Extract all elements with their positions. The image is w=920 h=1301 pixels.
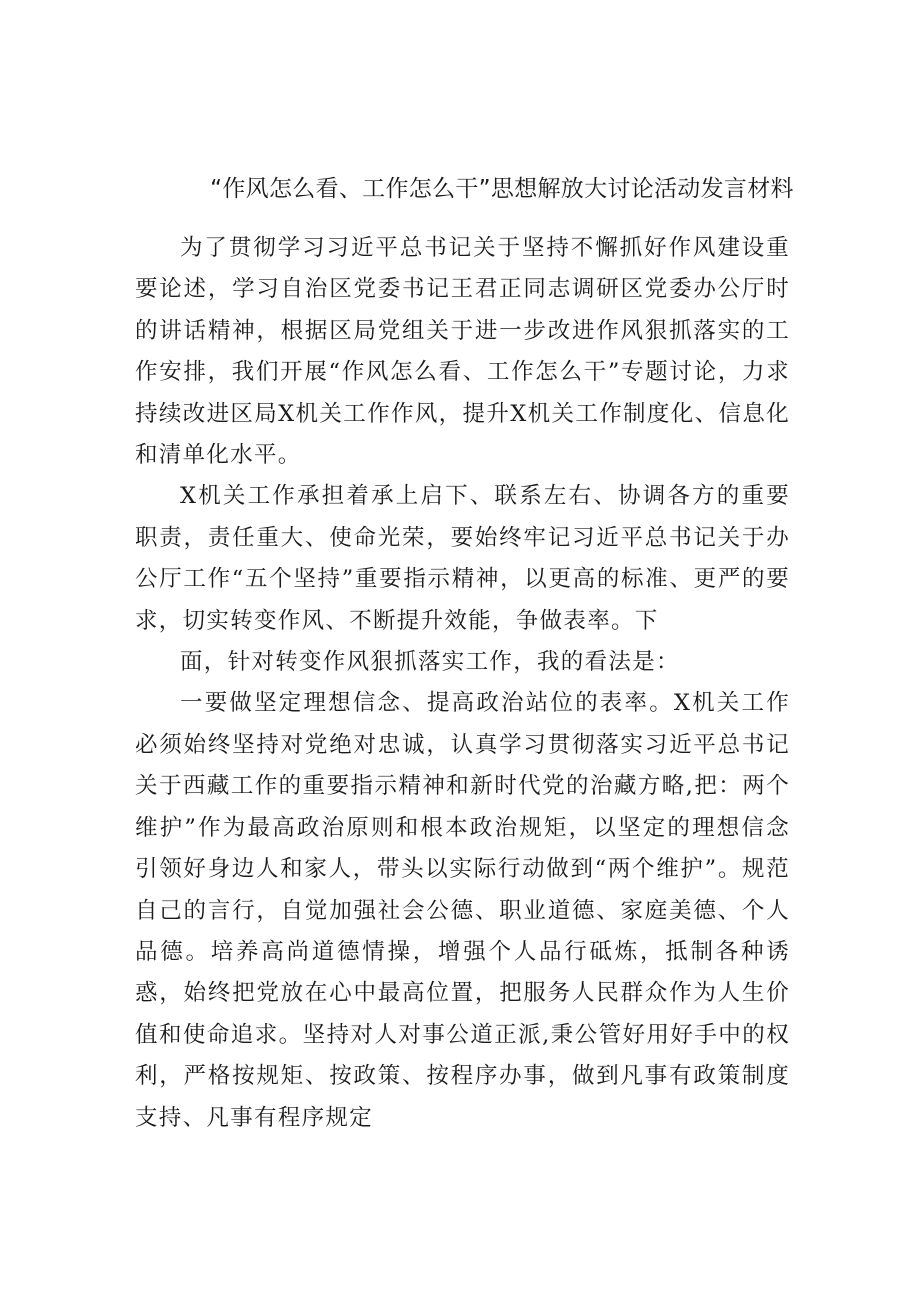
paragraph-transition: 面，针对转变作风狠抓落实工作，我的看法是： bbox=[180, 649, 680, 676]
paragraph-intro: 为了贯彻学习习近平总书记关于坚持不懈抓好作风建设重要论述，学习自治区党委书记王君正同志调研区党委办公厅时的讲话精神，根据区局党组关于进一步改进作风狠抓落实的工作安排，我们开展“作风怎么看、工作怎么干”专题讨论，力求持续改进区局X机关工作作风，提升X机关工作制度化、信息化和清单化水平。 bbox=[135, 235, 790, 469]
paragraph-responsibility: X机关工作承担着承上启下、联系左右、协调各方的重要职责，责任重大、使命光荣，要始终牢记习近平总书记关于办公厅工作“五个坚持”重要指示精神，以更高的标准、更严的要求，切实转变作风、不断提升效能，争做表率。下 bbox=[135, 483, 790, 634]
document-body bbox=[135, 228, 790, 1139]
document-title: “作风怎么看、工作怎么干”思想解放大讨论活动发言材料 bbox=[210, 176, 794, 202]
paragraph-point-one: 一要做坚定理想信念、提高政治站位的表率。X机关工作必须始终坚持对党绝对忠诚，认真学习贯彻落实习近平总书记关于西藏工作的重要指示精神和新时代党的治藏方略,把：两个维护”作为最高政治原则和根本政治规矩，以坚定的理想信念引领好身边人和家人，带头以实际行动做到“两个维护”。规范自己的言行，自觉加强社会公德、职业道德、家庭美德、个人品德。培养高尚道德情操，增强个人品行砥炼，抵制各种诱惑，始终把党放在心中最高位置，把服务人民群众作为人生价值和使命追求。坚持对人对事公道正派,秉公管好用好手中的权利，严格按规矩、按政策、按程序办事，做到凡事有政策制度支持、凡事有程序规定 bbox=[135, 690, 790, 1131]
